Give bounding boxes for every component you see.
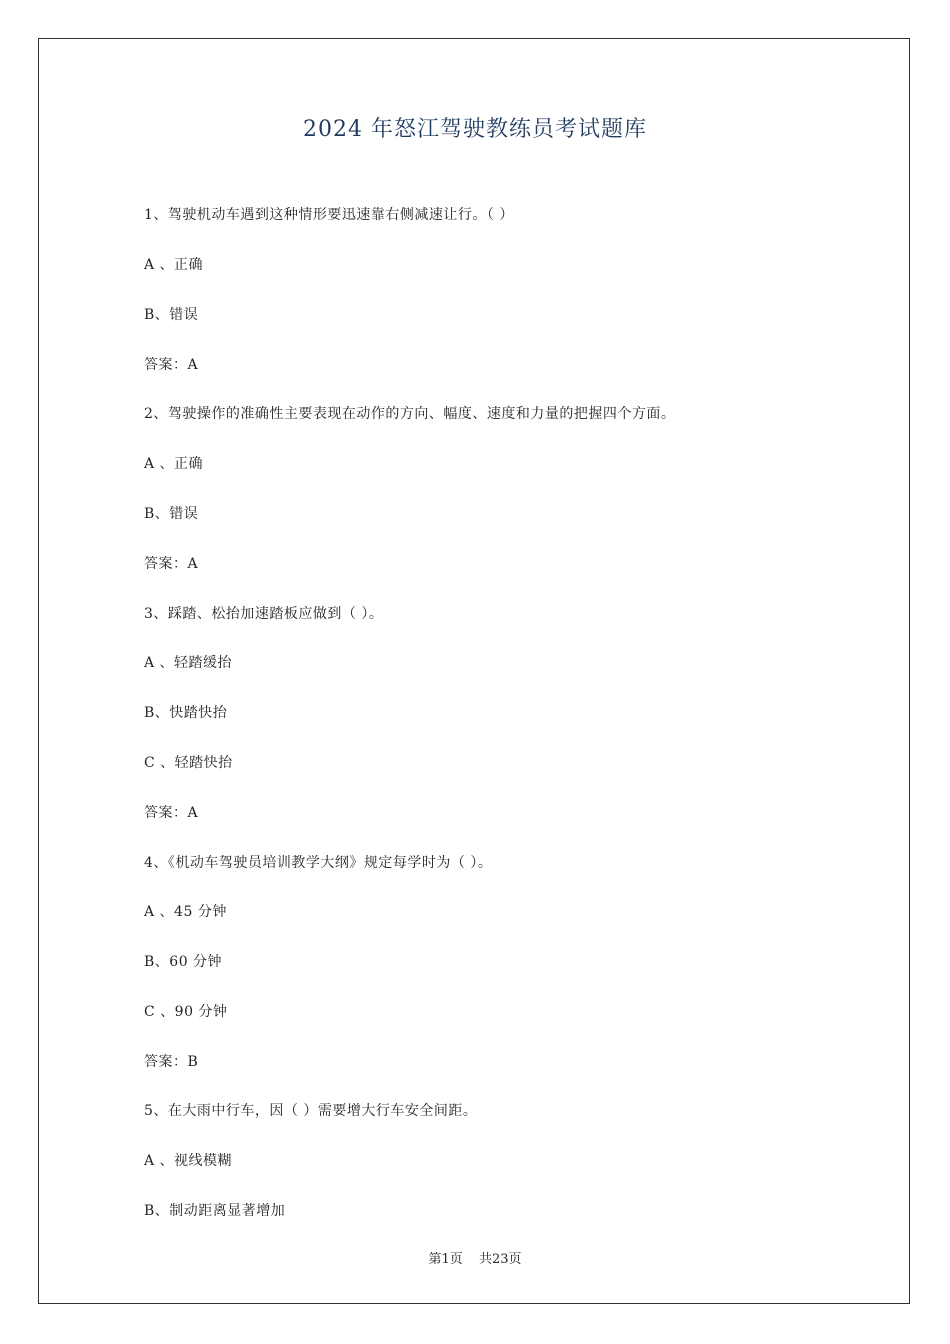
- question-option: C 、轻踏快抬: [144, 755, 233, 771]
- question-option: A 、正确: [144, 257, 204, 273]
- question-option: B、60 分钟: [144, 954, 223, 970]
- page-total: 共23页: [478, 1252, 522, 1267]
- question-text: 1、驾驶机动车遇到这种情形要迅速靠右侧减速让行。（ ）: [144, 207, 514, 223]
- question-text: 5、在大雨中行车，因（ ）需要增大行车安全间距。: [144, 1103, 478, 1119]
- question-answer: 答案：A: [144, 805, 199, 821]
- question-option: B、错误: [144, 506, 199, 522]
- question-option: A 、正确: [144, 456, 204, 472]
- question-answer: 答案：A: [144, 556, 199, 572]
- question-option: A 、轻踏缓抬: [144, 655, 233, 671]
- page-footer: [0, 1248, 950, 1267]
- question-option: C 、90 分钟: [144, 1004, 228, 1020]
- question-option: A 、45 分钟: [144, 904, 227, 920]
- question-text: 3、踩踏、松抬加速踏板应做到（ ）。: [144, 606, 384, 622]
- question-text: 4、《机动车驾驶员培训教学大纲》规定每学时为（ ）。: [144, 855, 493, 871]
- document-title: 2024 年怒江驾驶教练员考试题库: [303, 117, 647, 142]
- question-option: A 、视线模糊: [144, 1153, 233, 1169]
- question-text: 2、驾驶操作的准确性主要表现在动作的方向、幅度、速度和力量的把握四个方面。: [144, 406, 676, 422]
- page-number: 第1页: [428, 1252, 463, 1267]
- question-option: B、快踏快抬: [144, 705, 228, 721]
- question-option: B、制动距离显著增加: [144, 1203, 286, 1219]
- question-answer: 答案：B: [144, 1054, 199, 1070]
- question-option: B、错误: [144, 307, 199, 323]
- question-answer: 答案：A: [144, 357, 199, 373]
